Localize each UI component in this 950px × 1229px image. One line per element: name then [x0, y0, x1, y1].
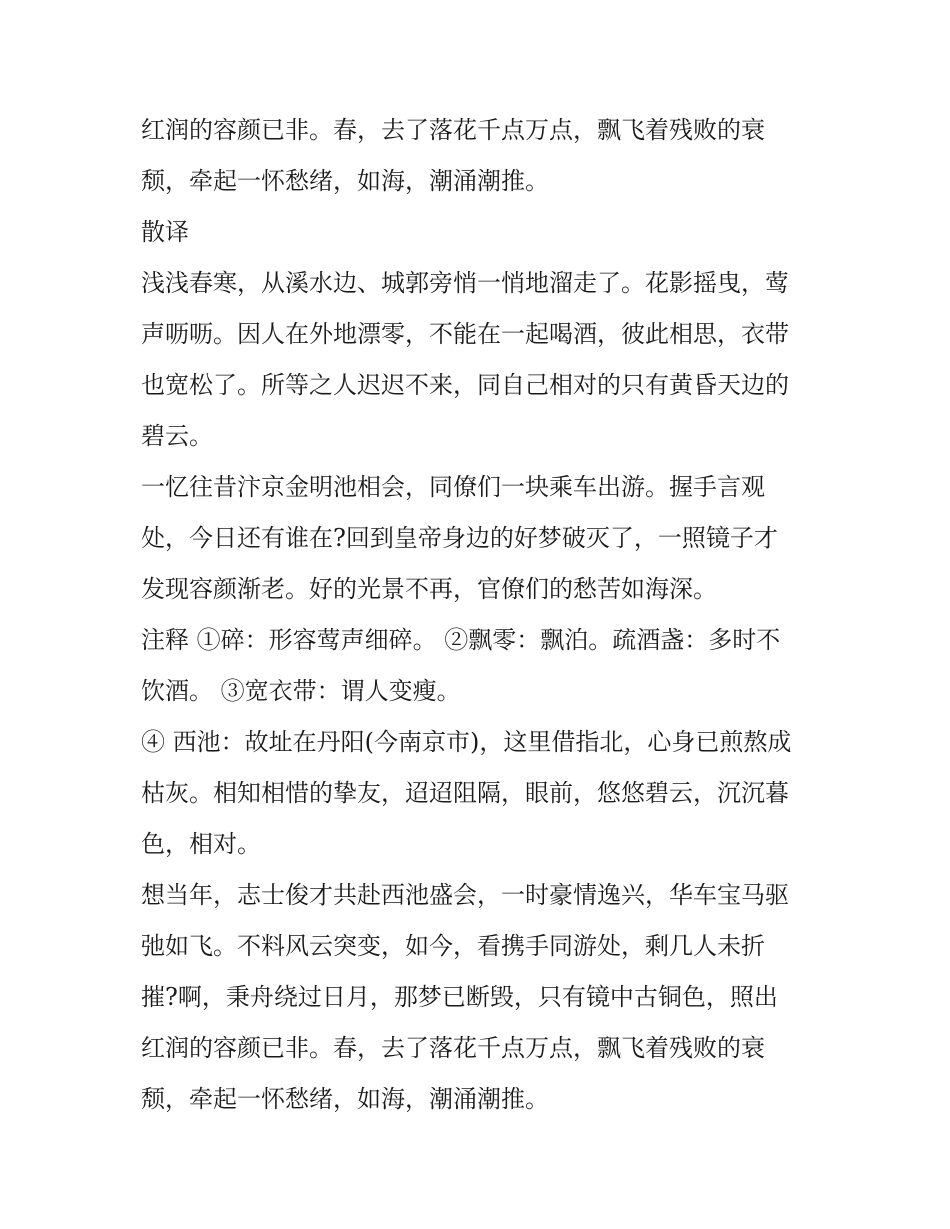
paragraph-appreciation: 想当年，志士俊才共赴西池盛会，一时豪情逸兴，华车宝马驱 弛如飞。不料风云突变，如今，看携手同游处，剩几人未折 摧?啊，秉舟绕过日月，那梦已断毁，只有镜中古铜色，照出 红润的容颜已非。春，去了落花千点万点，飘飞着残败的衰 颓，牵起一怀愁绪，如海，潮涌潮推。	[141, 881, 789, 1113]
paragraph-continuation: 红润的容颜已非。春，去了落花千点万点，飘飞着残败的衰 颓，牵起一怀愁绪，如海，潮涌潮推。	[141, 116, 765, 195]
paragraph-translation-1: 浅浅春寒，从溪水边、城郭旁悄一悄地溜走了。花影摇曳，莺 声呖呖。因人在外地漂零，不能在一起喝酒，彼此相思，衣带 也宽松了。所等之人迟迟不来，同自己相对的只有黄昏天边的 碧云。	[141, 269, 789, 450]
paragraph-translation-2: 一忆往昔汴京金明池相会，同僚们一块乘车出游。握手言观 处，今日还有谁在?回到皇帝身边的好梦破灭了，一照镜子才 发现容颜渐老。好的光景不再，官僚们的愁苦如海深。	[141, 473, 778, 603]
document-body	[141, 105, 813, 1125]
paragraph-notes: 注释 ①碎：形容莺声细碎。 ②飘零：飘泊。疏酒盏：多时不 饮酒。 ③宽衣带：谓人变瘦。	[141, 626, 781, 705]
section-heading-translation: 散译	[141, 218, 189, 246]
paragraph-note-4: ④ 西池：故址在丹阳(今南京市)，这里借指北，心身已煎熬成 枯灰。相知相惜的挚友，迢迢阻隔，眼前，悠悠碧云，沉沉暮 色，相对。	[141, 728, 792, 858]
